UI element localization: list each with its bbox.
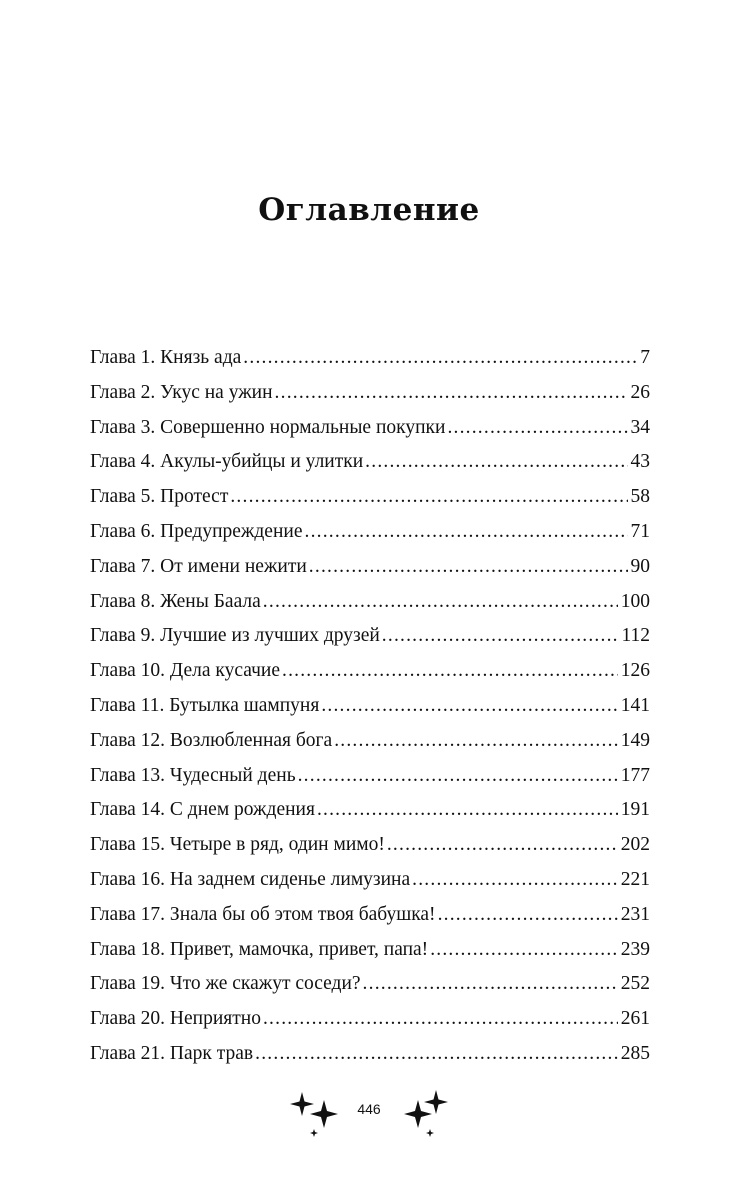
toc-entry: [90, 863, 650, 898]
chapter-page-number: 285: [620, 1042, 650, 1064]
dot-leader: [447, 411, 627, 446]
chapter-title: Глава 15. Четыре в ряд, один мимо!: [90, 834, 385, 856]
dot-leader: [412, 863, 618, 898]
chapter-page-number: 58: [630, 486, 650, 508]
toc-entry: [90, 967, 650, 1002]
chapter-page-number: 149: [620, 729, 650, 751]
chapter-title: Глава 10. Дела кусачие: [90, 660, 280, 682]
dot-leader: [363, 967, 618, 1002]
chapter-title: Глава 18. Привет, мамочка, привет, папа!: [90, 938, 429, 960]
chapter-title: Глава 21. Парк трав: [90, 1042, 254, 1064]
chapter-title: Глава 2. Укус на ужин: [90, 381, 273, 403]
chapter-page-number: 231: [620, 903, 650, 925]
chapter-title: Глава 6. Предупреждение: [90, 520, 303, 542]
toc-entry: [90, 654, 650, 689]
chapter-title: Глава 14. С днем рождения: [90, 799, 315, 821]
toc-entry: [90, 480, 650, 515]
dot-leader: [263, 585, 618, 620]
dot-leader: [230, 480, 627, 515]
dot-leader: [334, 724, 618, 759]
dot-leader: [282, 654, 618, 689]
chapter-page-number: 112: [621, 625, 650, 647]
chapter-title: Глава 13. Чудесный день: [90, 764, 296, 786]
chapter-title: Глава 9. Лучшие из лучших друзей: [90, 625, 380, 647]
chapter-title: Глава 16. На заднем сиденье лимузина: [90, 868, 411, 890]
dot-leader: [263, 1002, 618, 1037]
toc-entry: [90, 411, 650, 446]
dot-leader: [275, 376, 628, 411]
chapter-page-number: 252: [620, 973, 650, 995]
dot-leader: [365, 445, 627, 480]
chapter-page-number: 141: [620, 694, 650, 716]
toc-entry: [90, 619, 650, 654]
chapter-title: Глава 12. Возлюбленная бога: [90, 729, 333, 751]
chapter-title: Глава 8. Жены Баала: [90, 590, 261, 612]
toc-entry: [90, 933, 650, 968]
dot-leader: [305, 515, 628, 550]
toc-entry: [90, 585, 650, 620]
dot-leader: [430, 933, 618, 968]
toc-entry: [90, 689, 650, 724]
toc-entry: [90, 515, 650, 550]
chapter-page-number: 7: [640, 347, 650, 368]
page-number: 446: [357, 1101, 381, 1117]
dot-leader: [255, 1037, 618, 1072]
toc-entry: [90, 793, 650, 828]
chapter-page-number: 100: [620, 590, 650, 612]
chapter-page-number: 191: [620, 799, 650, 821]
dot-leader: [387, 828, 618, 863]
chapter-page-number: 126: [620, 660, 650, 682]
toc-entry: [90, 341, 650, 376]
chapter-title: Глава 20. Неприятно: [90, 1008, 261, 1030]
toc-entry: [90, 898, 650, 933]
chapter-title: Глава 19. Что же скажут соседи?: [90, 973, 361, 995]
dot-leader: [243, 341, 637, 376]
dot-leader: [317, 793, 618, 828]
dot-leader: [438, 898, 618, 933]
toc-entry: [90, 1037, 650, 1072]
toc-entry: [90, 550, 650, 585]
toc-entry: [90, 724, 650, 759]
chapter-title: Глава 5. Протест: [90, 486, 229, 508]
chapter-title: Глава 4. Акулы-убийцы и улитки: [90, 451, 364, 473]
chapter-page-number: 43: [630, 451, 650, 473]
chapter-page-number: 221: [620, 868, 650, 890]
chapter-page-number: 261: [620, 1008, 650, 1030]
toc-entry: [90, 376, 650, 411]
dot-leader: [321, 689, 617, 724]
chapter-page-number: 177: [620, 764, 650, 786]
sparkle-stars-icon: [400, 1088, 452, 1138]
chapter-page-number: 90: [630, 555, 650, 577]
chapter-page-number: 202: [620, 834, 650, 856]
page-footer: [0, 1088, 738, 1148]
chapter-title: Глава 1. Князь ада: [90, 347, 242, 368]
page-title: Оглавление: [258, 192, 480, 228]
chapter-page-number: 34: [630, 416, 650, 438]
chapter-page-number: 239: [620, 938, 650, 960]
chapter-title: Глава 3. Совершенно нормальные покупки: [90, 416, 446, 438]
chapter-title: Глава 7. От имени нежити: [90, 555, 307, 577]
chapter-title: Глава 17. Знала бы об этом твоя бабушка!: [90, 903, 436, 925]
toc-entry: [90, 828, 650, 863]
chapter-title: Глава 11. Бутылка шампуня: [90, 694, 320, 716]
toc-entry: [90, 445, 650, 480]
toc-entry: [90, 759, 650, 794]
toc-entry: [90, 1002, 650, 1037]
dot-leader: [309, 550, 628, 585]
dot-leader: [382, 619, 619, 654]
chapter-page-number: 26: [630, 381, 650, 403]
chapter-page-number: 71: [630, 520, 650, 542]
dot-leader: [298, 759, 618, 794]
table-of-contents: [90, 341, 650, 1072]
